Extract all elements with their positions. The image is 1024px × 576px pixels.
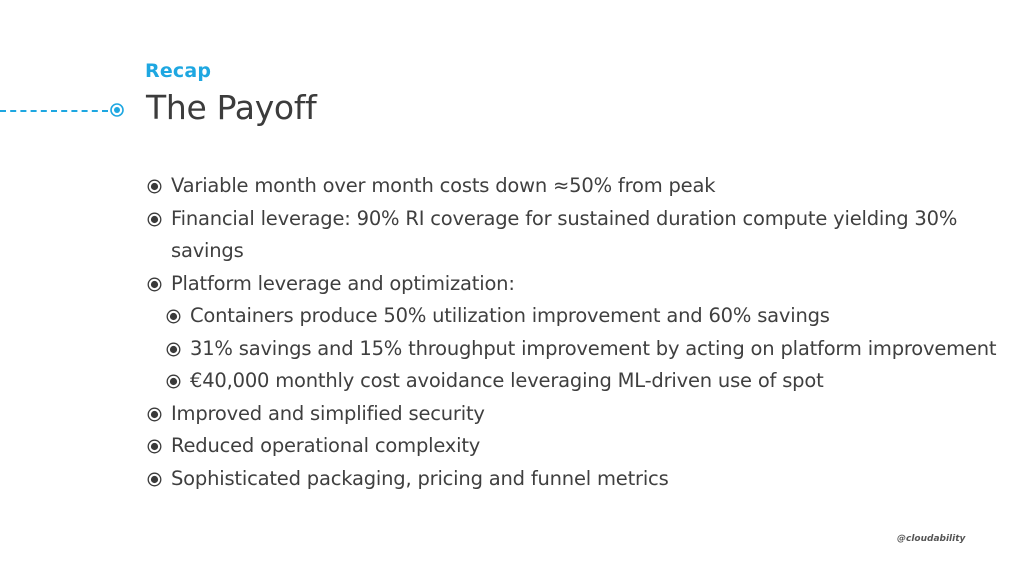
list-item — [147, 398, 1007, 431]
list-item — [147, 268, 1007, 301]
bullet-text: Reduced operational complexity — [171, 434, 481, 457]
slide-title: The Payoff — [146, 88, 317, 127]
circle-bullet-icon — [147, 439, 162, 454]
bullet-text: Variable month over month costs down ≈50% from peak — [171, 174, 716, 197]
bullet-list — [147, 170, 1007, 495]
bullet-text: Containers produce 50% utilization improvement and 60% savings — [190, 304, 830, 327]
bullet-text-continued: savings — [171, 239, 244, 262]
bullet-text: €40,000 monthly cost avoidance leveraging ML-driven use of spot — [190, 369, 824, 392]
circle-bullet-icon — [147, 179, 162, 194]
bullet-text: 31% savings and 15% throughput improvement by acting on platform improvement — [190, 336, 997, 360]
bullet-text: Improved and simplified security — [171, 401, 485, 425]
circle-bullet-icon — [147, 277, 162, 292]
list-item — [147, 333, 1007, 366]
circle-bullet-icon — [166, 309, 181, 324]
footer-handle: @cloudability — [897, 534, 966, 544]
section-label: Recap — [145, 60, 212, 82]
circle-bullet-icon — [147, 407, 162, 422]
dashed-connector — [0, 110, 108, 112]
list-item — [147, 463, 1007, 496]
circle-bullet-icon — [147, 472, 162, 487]
list-item — [147, 203, 1007, 268]
bullet-text: Platform leverage and optimization: — [171, 271, 515, 295]
circle-bullet-icon — [147, 212, 162, 227]
list-item — [147, 170, 1007, 203]
bullet-text: Financial leverage: 90% RI coverage for sustained duration compute yielding 30% — [171, 206, 958, 230]
bullet-text: Sophisticated packaging, pricing and funnel metrics — [171, 466, 669, 490]
list-item — [147, 300, 1007, 333]
list-item — [147, 365, 1007, 398]
circle-bullet-icon — [166, 342, 181, 357]
list-item — [147, 430, 1007, 463]
target-bullet-icon — [110, 103, 124, 117]
circle-bullet-icon — [166, 374, 181, 389]
